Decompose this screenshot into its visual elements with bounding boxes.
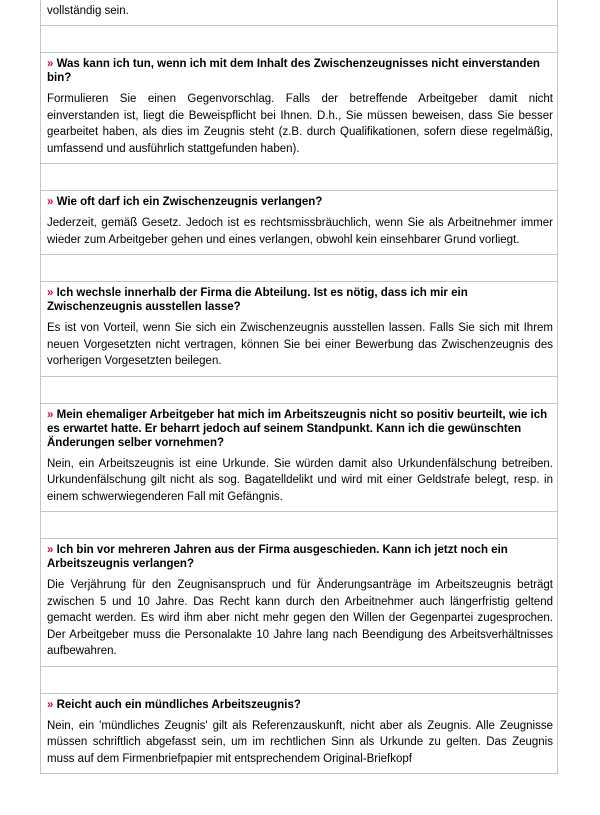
faq-answer: Jederzeit, gemäß Gesetz. Jedoch ist es rechtsmissbräuchlich, wenn Sie als Arbeitnehmer immer wieder zum Arbeitgeber gehen und eines verlangen, obwohl kein einsehbarer Grund vorliegt.	[47, 217, 553, 246]
bullet-marker: »	[47, 58, 54, 70]
spacer-row	[41, 377, 557, 404]
spacer-row	[41, 255, 557, 282]
faq-answer: Nein, ein 'mündliches Zeugnis' gilt als Referenzauskunft, nicht aber als Zeugnis. Alle Zeugnisse müssen schriftlich abgefasst sein, um im rechtlichen Sinn als Urkunde zu gelten. Das Zeugnis muss auf dem Firmenbriefpapier mit entsprechendem Original-Briefkopf	[47, 719, 553, 765]
document-page	[40, 0, 556, 815]
faq-answer: Formulieren Sie einen Gegenvorschlag. Falls der betreffende Arbeitgeber damit nicht einverstanden ist, liegt die Beweispflicht bei Ihnen. D.h., Sie müssen beweisen, dass Sie besser gearbeitet haben, als dies im Zeugnis steht (z.B. durch Qualifikationen, sofern diese regelmäßig, umfassend und ausführlich stattgefunden haben).	[47, 93, 553, 155]
faq-row-5	[41, 539, 557, 667]
faq-table	[40, 0, 558, 774]
faq-question: » Mein ehemaliger Arbeitgeber hat mich im Arbeitszeugnis nicht so positiv beurteilt, wie ich es erwartet hatte. Er beharrt jedoch auf seinem Standpunkt. Kann ich die gewünschten Änderungen selber vornehmen?	[47, 408, 548, 449]
faq-answer: Die Verjährung für den Zeugnisanspruch und für Änderungsanträge im Arbeitszeugnis beträgt zwischen 5 und 10 Jahre. Das Recht kann durch den Arbeitnehmer auch längerfristig geltend gemacht werden. Es wird ihm aber nicht mehr gegen den Willen der Gegenpartei zugesprochen. Der Arbeitgeber muss die Personalakte 10 Jahre lang nach Beendigung des Arbeitsverhältnisses aufbewahren.	[47, 579, 553, 657]
faq-question: » Ich bin vor mehreren Jahren aus der Firma ausgeschieden. Kann ich jetzt noch ein Arbeitszeugnis verlangen?	[47, 544, 508, 570]
faq-row-6	[41, 694, 557, 775]
faq-row-2	[41, 191, 557, 255]
faq-row-3	[41, 282, 557, 377]
faq-question: » Reicht auch ein mündliches Arbeitszeugnis?	[47, 698, 301, 711]
intro-answer: vollständig sein.	[47, 4, 129, 17]
faq-row-4	[41, 404, 557, 513]
bullet-marker: »	[47, 698, 54, 711]
bullet-marker: »	[47, 287, 54, 299]
faq-question: » Wie oft darf ich ein Zwischenzeugnis verlangen?	[47, 196, 323, 208]
bullet-marker: »	[47, 408, 54, 421]
spacer-row	[41, 164, 557, 191]
bullet-marker: »	[47, 196, 54, 208]
spacer-row	[41, 667, 557, 694]
intro-row	[41, 0, 557, 26]
faq-question: » Was kann ich tun, wenn ich mit dem Inhalt des Zwischenzeugnisses nicht einverstanden bin?	[47, 58, 540, 84]
faq-row-1	[41, 53, 557, 164]
bullet-marker: »	[47, 544, 54, 556]
faq-answer: Es ist von Vorteil, wenn Sie sich ein Zwischenzeugnis ausstellen lassen. Falls Sie sich mit Ihrem neuen Vorgesetzten nicht vertragen, können Sie bei einer Bewerbung das Zwischenzeugnis des vorherigen Vorgesetzten beilegen.	[47, 322, 553, 367]
spacer-row	[41, 512, 557, 539]
faq-question: » Ich wechsle innerhalb der Firma die Abteilung. Ist es nötig, dass ich mir ein Zwischenzeugnis ausstellen lasse?	[47, 287, 468, 313]
spacer-row	[41, 26, 557, 53]
faq-answer: Nein, ein Arbeitszeugnis ist eine Urkunde. Sie würden damit also Urkundenfälschung betreiben. Urkundenfälschung gilt nicht als sog. Bagatelldelikt und wird mit einer Geldstrafe belegt, resp. in einem schwerwiegenderen Fall mit Gefängnis.	[47, 457, 553, 503]
